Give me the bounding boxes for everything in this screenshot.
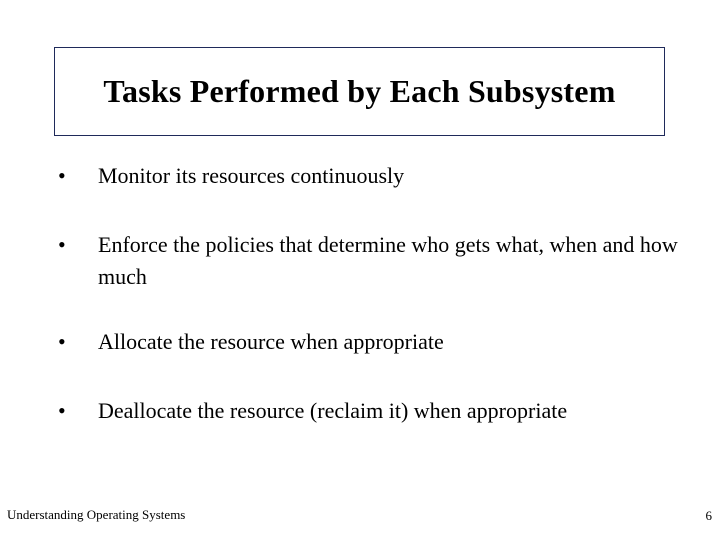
bullet-text: Monitor its resources continuously [98, 163, 405, 188]
bullet-text: Deallocate the resource (reclaim it) when appropriate [98, 398, 568, 423]
bullet-glyph: • [58, 232, 66, 257]
bullet-glyph: • [58, 163, 66, 188]
bullet-text: Enforce the policies that determine who gets what, when and how much [98, 232, 678, 289]
footer-page-number: 6 [705, 508, 712, 523]
bullet-text: Allocate the resource when appropriate [98, 329, 444, 354]
footer-book-title: Understanding Operating Systems [7, 507, 186, 522]
bullet-glyph: • [58, 398, 66, 423]
bullet-glyph: • [58, 329, 66, 354]
slide-title: Tasks Performed by Each Subsystem [103, 73, 616, 109]
